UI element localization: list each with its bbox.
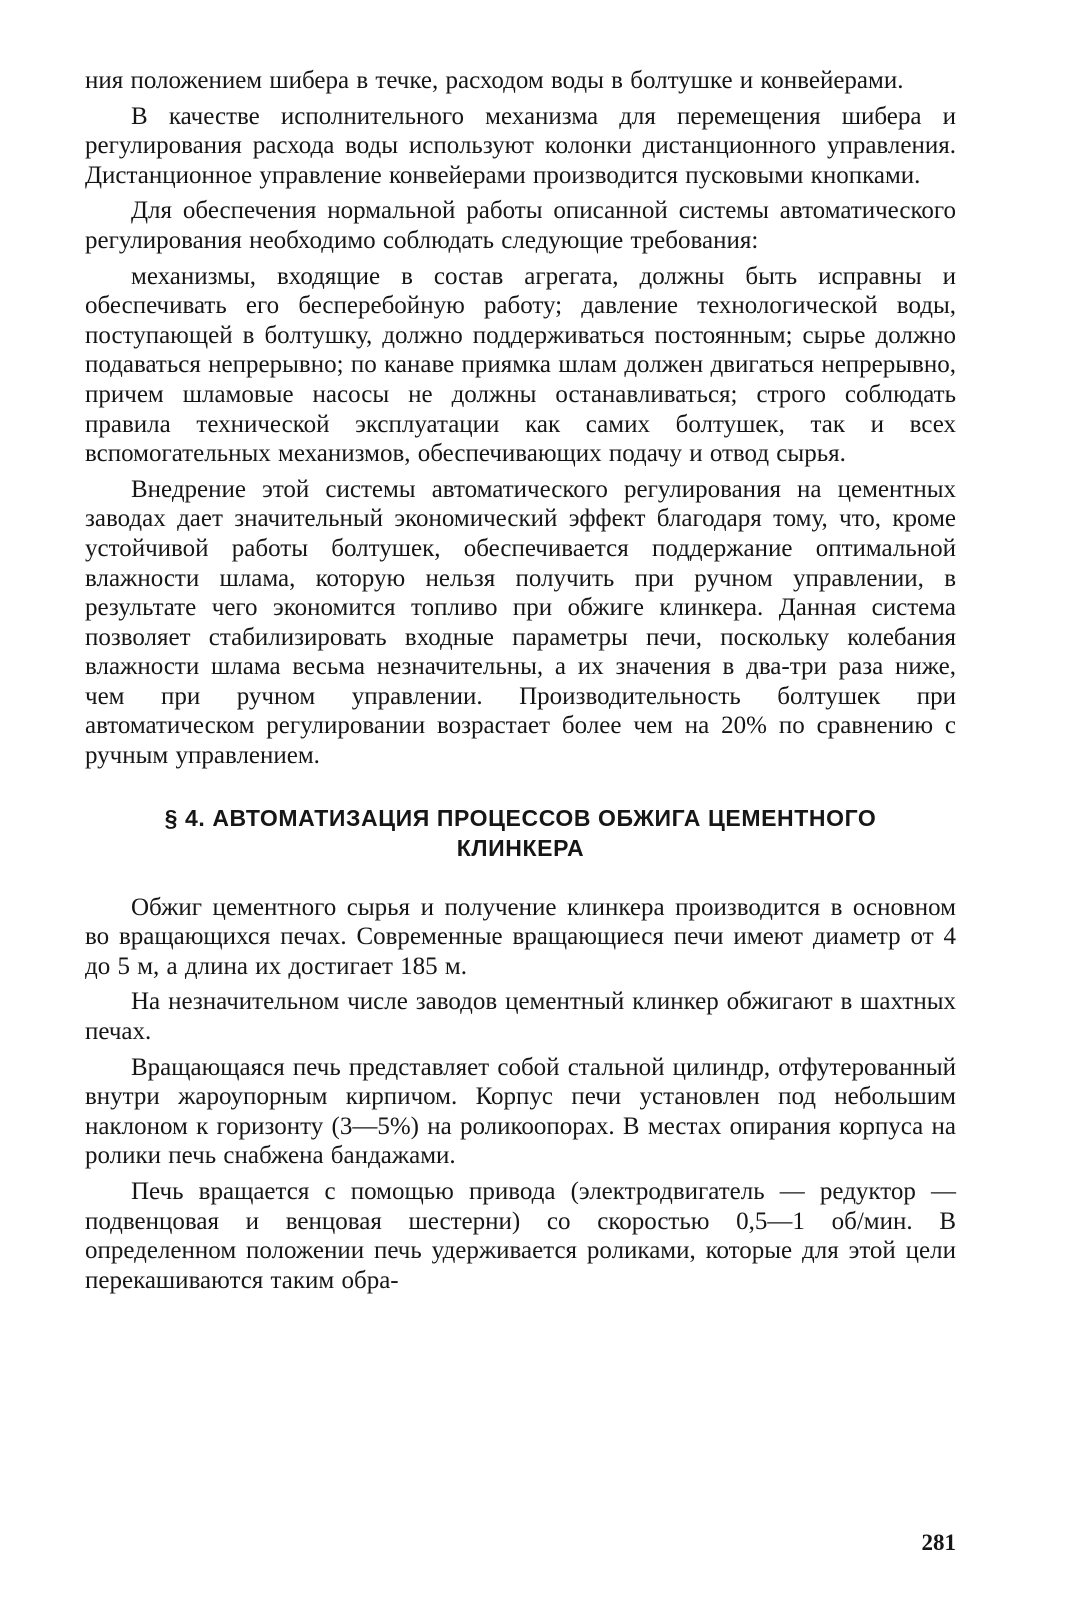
paragraph-rotary-kilns: Обжиг цементного сырья и получение клинкера производится в основном во вращающихся печах. Современные вращающиеся печи имеют диаметр от 4 до 5 м, а длина их достигает 185 м. (85, 893, 956, 980)
section-heading (85, 803, 956, 863)
paragraph-actuator: В качестве исполнительного механизма для перемещения шибера и регулирования расхода воды используют колонки дистанционного управления. Дистанционное управление конвейерами производится пусковыми кнопками. (85, 102, 956, 189)
page-number: 281 (921, 1530, 956, 1555)
paragraph-requirements: механизмы, входящие в состав агрегата, должны быть исправны и обеспечивать его бесперебойную работу; давление технологической воды, поступающей в болтушку, должно поддерживаться постоянным; сырье должно подаваться непрерывно; по канаве приямка шлам должен двигаться непрерывно, причем шламовые насосы не должны останавливаться; строго соблюдать правила технической эксплуатации как самих болтушек, так и всех вспомогательных механизмов, обеспечивающих подачу и отвод сырья. (85, 262, 956, 468)
section-heading-line2: КЛИНКЕРА (456, 834, 585, 861)
section-heading-line1: § 4. АВТОМАТИЗАЦИЯ ПРОЦЕССОВ ОБЖИГА ЦЕМЕНТНОГО (164, 804, 877, 831)
paragraph-effect: Внедрение этой системы автоматического регулирования на цементных заводах дает значительный экономический эффект благодаря тому, что, кроме устойчивой работы болтушек, обеспечивается поддержание оптимальной влажности шлама, которую нельзя получить при ручном управлении, в результате чего экономится топливо при обжиге клинкера. Данная система позволяет стабилизировать входные параметры печи, поскольку колебания влажности шлама весьма незначительны, а их значения в два-три раза ниже, чем при ручном управлении. Производительность болтушек при автоматическом регулировании возрастает более чем на 20% по сравнению с ручным управлением. (85, 475, 956, 770)
paragraph-kiln-drive: Печь вращается с помощью привода (электродвигатель — редуктор — подвенцовая и венцовая шестерни) со скоростью 0,5—1 об/мин. В определенном положении печь удерживается роликами, которые для этой цели перекашиваются таким обра- (85, 1178, 956, 1294)
paragraph-requirements-intro: Для обеспечения нормальной работы описанной системы автоматического регулирования необходимо соблюдать следующие требования: (85, 197, 956, 254)
paragraph-shaft-kilns: На незначительном числе заводов цементный клинкер обжигают в шахтных печах. (85, 988, 956, 1046)
paragraph-kiln-structure: Вращающаяся печь представляет собой стальной цилиндр, отфутерованный внутри жароупорным кирпичом. Корпус печи установлен под небольшим наклоном к горизонту (3—5%) на роликоопорах. В местах опирания корпуса на ролики печь снабжена бандажами. (85, 1053, 956, 1170)
paragraph-continuation: ния положением шибера в течке, расходом воды в болтушке и конвейерами. (85, 67, 904, 94)
